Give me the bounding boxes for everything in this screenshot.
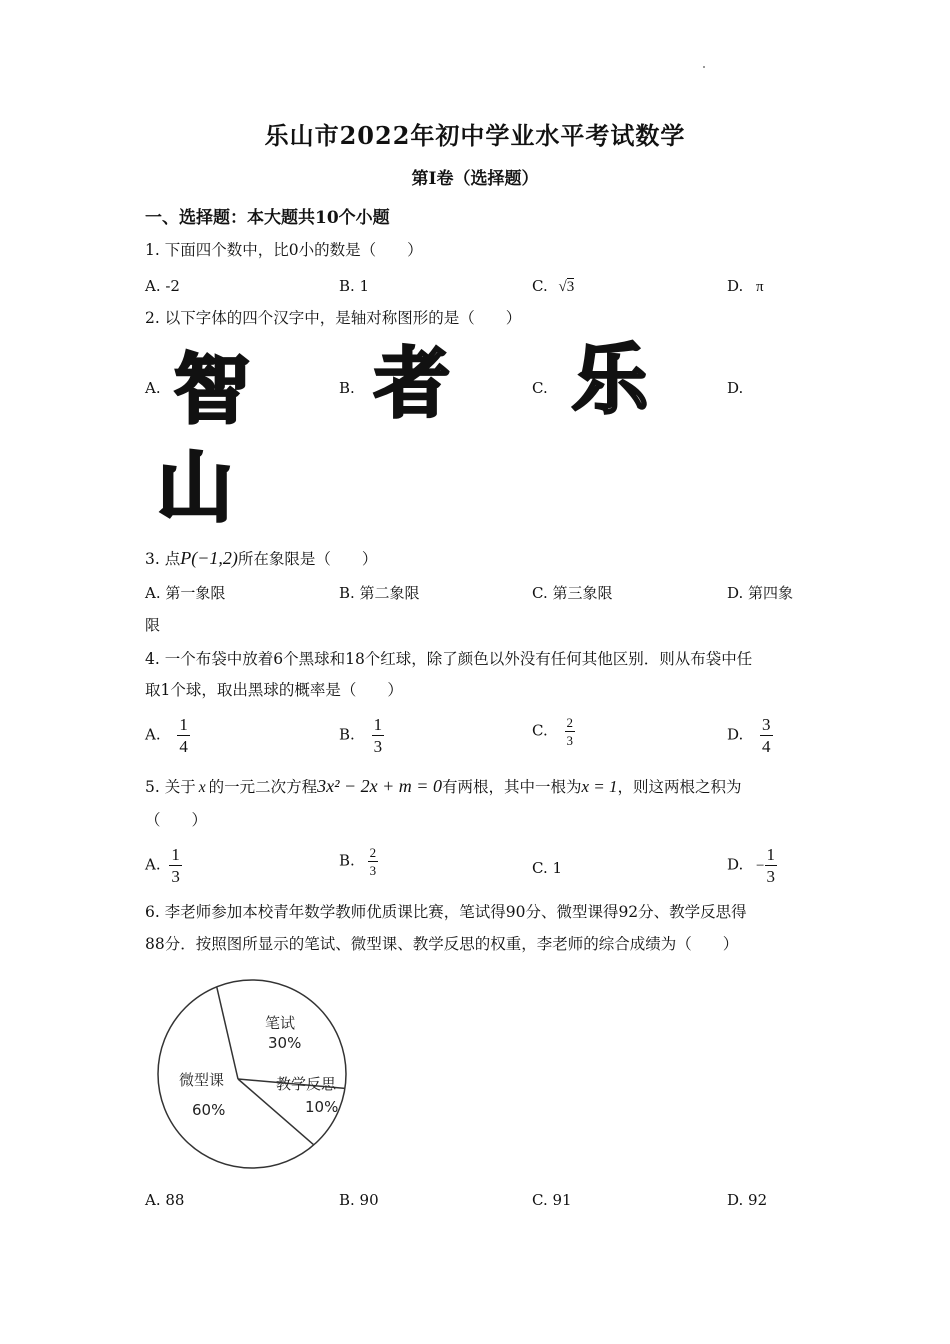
question-6-line-2: 88分．按照图所显示的笔试、微型课、教学反思的权重，李老师的综合成绩为（ ）: [145, 935, 739, 953]
question-6-option-d: D. 92: [727, 1191, 768, 1209]
stem-text: ，则这两根之积为: [617, 778, 742, 796]
question-5-option-d: [727, 846, 777, 885]
denominator: 4: [762, 737, 771, 756]
fraction: [372, 716, 385, 755]
section-heading: 一、选择题：本大题共10个小题: [145, 208, 390, 228]
fraction-bar: [177, 735, 190, 736]
fraction: [177, 716, 190, 755]
option-label: A.: [145, 725, 161, 744]
denominator: 3: [373, 737, 383, 756]
page-title: 乐山市2022年初中学业水平考试数学: [264, 121, 686, 150]
sqrt-sign: √: [558, 279, 567, 295]
numerator: 1: [179, 715, 188, 734]
numerator: 3: [762, 715, 771, 734]
question-4-option-a: [145, 716, 190, 755]
question-3-option-d-wrap: 限: [145, 616, 161, 634]
question-1-option-c: [532, 276, 574, 297]
question-2-option-b-label: B.: [339, 379, 355, 397]
question-3-option-c: C. 第三象限: [532, 584, 613, 602]
glyph-shan: 山: [157, 443, 233, 532]
fraction-bar: [169, 865, 182, 866]
radicand: 3: [566, 279, 575, 295]
point-notation: P(−1,2): [180, 548, 238, 568]
option-label: C.: [532, 277, 548, 295]
denominator: 3: [566, 733, 573, 748]
numerator: 2: [369, 845, 377, 860]
question-6-option-a: A. 88: [145, 1191, 185, 1209]
pie-value-micro-lesson: 60%: [192, 1101, 226, 1119]
option-label: D.: [727, 277, 744, 295]
option-label: C.: [532, 721, 548, 740]
denominator: 3: [369, 863, 377, 878]
question-6-line-1: 6. 李老师参加本校青年数学教师优质课比赛，笔试得90分、微型课得92分、教学反思得: [145, 903, 747, 921]
variable: x: [198, 779, 206, 796]
glyph-le: 乐: [572, 335, 648, 424]
question-1-option-a: A. -2: [145, 277, 180, 295]
glyph-zhi: 智: [174, 345, 250, 434]
fraction-bar: [372, 735, 385, 736]
option-label: D.: [727, 725, 744, 744]
question-5-option-b: [339, 846, 378, 877]
numerator: 1: [766, 845, 776, 864]
glyph-zhe: 者: [374, 339, 450, 428]
question-5-stem: [145, 776, 742, 798]
question-2-option-d-label: D.: [727, 379, 744, 397]
fraction: [169, 846, 182, 885]
question-6-option-b: B. 90: [339, 1191, 379, 1209]
option-label: B.: [339, 851, 355, 870]
option-label: D.: [727, 855, 744, 874]
fraction: [565, 716, 576, 747]
question-3-option-a: A. 第一象限: [145, 584, 226, 602]
question-2-option-a-label: A.: [145, 379, 161, 397]
fraction-bar: [565, 731, 576, 732]
weight-pie-chart: [145, 975, 365, 1175]
fraction-bar: [368, 861, 379, 862]
question-1-stem: 1. 下面四个数中，比0小的数是（ ）: [145, 241, 423, 259]
pie-label-micro-lesson: 微型课: [179, 1071, 225, 1089]
fraction-bar: [760, 735, 773, 736]
question-5-option-c: C. 1: [532, 859, 563, 877]
question-5-option-a: [145, 846, 182, 885]
pi-value: π: [756, 279, 764, 295]
root: x = 1: [581, 777, 618, 796]
option-label: A.: [145, 855, 161, 874]
pie-label-written: 笔试: [265, 1014, 296, 1032]
question-4-line-1: 4. 一个布袋中放着6个黑球和18个红球，除了颜色以外没有任何其他区别．则从布袋中任: [145, 650, 753, 668]
pie-value-reflection: 10%: [305, 1098, 339, 1116]
fraction-bar: [765, 865, 778, 866]
denominator: 3: [766, 867, 776, 886]
fraction: [765, 846, 778, 885]
question-1-option-d: [727, 276, 764, 297]
question-2-stem: 2. 以下字体的四个汉字中，是轴对称图形的是（ ）: [145, 309, 522, 327]
pie-label-reflection: 教学反思: [276, 1075, 337, 1093]
question-5-line-2: （ ）: [145, 811, 208, 829]
question-3-option-b: B. 第二象限: [339, 584, 420, 602]
question-6-option-c: C. 91: [532, 1191, 572, 1209]
question-1-option-b: B. 1: [339, 277, 370, 295]
question-4-line-2: 取1个球，取出黑球的概率是（ ）: [145, 681, 403, 699]
question-4-option-c: [532, 716, 575, 747]
question-3-stem: [145, 548, 377, 569]
stem-text: 5. 关于: [145, 778, 196, 796]
denominator: 3: [171, 867, 180, 886]
equation: 3x² − 2x + m = 0: [317, 776, 442, 796]
stem-text: 有两根，其中一根为: [441, 778, 582, 796]
denominator: 4: [179, 737, 188, 756]
question-4-option-b: [339, 716, 384, 755]
fraction: [368, 846, 379, 877]
question-3-option-d: D. 第四象: [727, 584, 794, 602]
fraction: [760, 716, 773, 755]
question-2-option-c-label: C.: [532, 379, 548, 397]
stem-text: 3. 点: [145, 550, 181, 568]
stem-text: 的一元二次方程: [208, 778, 318, 796]
numerator: 2: [566, 715, 573, 730]
pie-value-written: 30%: [268, 1034, 302, 1052]
numerator: 1: [373, 715, 383, 734]
page-subtitle: 第Ⅰ卷（选择题）: [411, 169, 539, 189]
question-4-option-d: [727, 716, 773, 755]
scan-dot: [703, 66, 705, 68]
numerator: 1: [171, 845, 180, 864]
stem-text: 所在象限是（ ）: [237, 550, 378, 568]
option-label: B.: [339, 725, 355, 744]
minus-sign: −: [756, 857, 765, 874]
